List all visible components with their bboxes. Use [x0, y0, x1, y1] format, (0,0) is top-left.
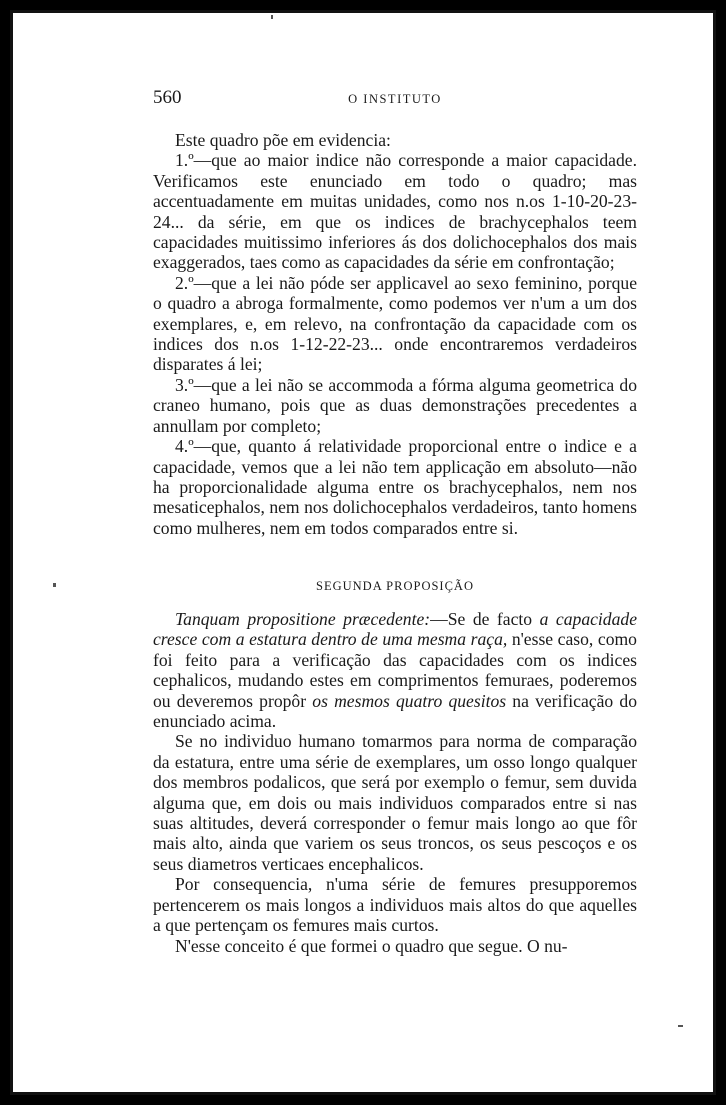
section-heading: SEGUNDA PROPOSIÇÃO	[316, 579, 474, 593]
text-run: na verificação do enunciado acima.	[153, 690, 637, 732]
paragraph-consequencia: Por consequencia, n'uma série de femures presupporemos pertencerem os mais longos a individuos mais altos do que aquelles a que pertençam os femures mais curtos.	[153, 874, 637, 936]
text-run: —Se de facto	[430, 609, 540, 629]
italic-quesitos: os mesmos quatro quesitos	[312, 690, 507, 711]
section-2-text	[153, 609, 637, 956]
journal-title: O INSTITUTO	[348, 92, 442, 106]
intro-line: Este quadro põe em evidencia:	[175, 130, 391, 150]
section-1-text	[153, 130, 637, 538]
item-1-paragraph: 1.º—que ao maior indice não corresponde a maior capacidade. Verificamos este enunciado em todo o quadro; mas accentuadamente em muitas unidades, como nos n.os 1-10-20-23-24... da série, em que os indices de brachycephalos teem capacidades muitissimo inferiores ás dos dolichocephalos dos mais exaggerados, taes como as capacidades da série em confrontação;	[153, 150, 637, 273]
book-page	[10, 10, 716, 1095]
page-number: 560	[153, 87, 182, 108]
speck-mark	[271, 15, 273, 19]
italic-hypothesis: a capacidade cresce com a estatura dentro de uma mesma raça,	[153, 609, 638, 650]
running-head	[153, 87, 637, 111]
paragraph-estatura: Se no individuo humano tomarmos para norma de comparação da estatura, entre uma série de exemplares, um osso longo qualquer dos membros podalicos, que será por exemplo o femur, sem duvida alguma que, em dois ou mais individuos comparados entre si nas suas altitudes, deverá corresponder o femur mais longo ao que fôr mais alto, ainda que variem os seus troncos, os seus pescoços e os seus diametros verticaes encephalicos.	[153, 731, 637, 874]
item-3-paragraph: 3.º—que a lei não se accommoda a fórma alguma geometrica do craneo humano, pois que as duas demonstrações precedentes a annullam por completo;	[153, 374, 637, 436]
paragraph-conceito: N'esse conceito é que formei o quadro que segue. O nu-	[175, 935, 568, 956]
text-run: n'esse caso, como foi feito para a verificação das capacidades com os indices cephalicos, mudando estes em comprimentos femuraes, poderemos ou deveremos propôr	[153, 629, 637, 711]
speck-mark	[678, 1025, 683, 1027]
item-4-paragraph: 4.º—que, quanto á relatividade proporcional entre o indice e a capacidade, vemos que a lei não tem applicação em absoluto—não ha proporcionalidade alguma entre os brachycephalos, nem nos mesaticephalos, nem nos dolichocephalos verdadeiros, tanto homens como mulheres, nem em todos comparados entre si.	[153, 436, 637, 538]
item-2-paragraph: 2.º—que a lei não póde ser applicavel ao sexo feminino, porque o quadro a abroga formalmente, como podemos ver n'um a um dos exemplares, e, em relevo, na confrontação da capacidade com os indices dos n.os 1-12-22-23... onde encontraremos verdadeiros disparates á lei;	[153, 272, 637, 375]
paragraph-tanquam	[153, 609, 637, 731]
speck-mark	[53, 583, 56, 587]
latin-phrase: Tanquam propositione præcedente:	[175, 609, 431, 629]
